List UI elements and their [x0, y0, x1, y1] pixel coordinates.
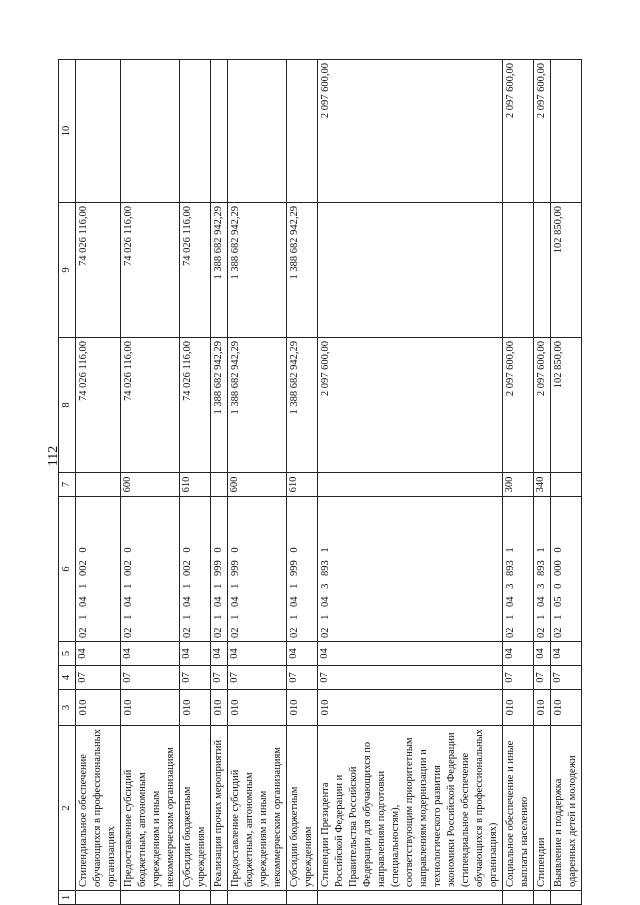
cell-subsection: 04	[551, 642, 582, 666]
table-row	[76, 60, 121, 905]
code-part: 1	[182, 583, 193, 589]
code-part: 0	[289, 547, 300, 553]
cell-section: 07	[211, 666, 228, 690]
cell-section: 07	[287, 666, 318, 690]
cell-name: Предоставление субсидий бюджетным, автономным учреждениям и иным некоммерческим организациям	[228, 726, 287, 891]
cell-amount-total: 74 026 116,00	[180, 338, 211, 473]
cell-name: Реализация прочих мероприятий	[211, 726, 228, 891]
code-part: 0	[78, 547, 89, 553]
cell-col1	[180, 891, 211, 905]
code-part: 1	[289, 614, 300, 620]
cell-amount-regional: 1 388 682 942,29	[287, 203, 318, 338]
cell-col1	[228, 891, 287, 905]
cell-col1	[76, 891, 121, 905]
code-part: 02	[78, 627, 89, 638]
code-part: 1	[536, 547, 547, 553]
table-row	[121, 60, 180, 905]
cell-col1	[534, 891, 551, 905]
code-part: 1	[320, 547, 331, 553]
code-part: 04	[230, 596, 241, 607]
header-cell-6: 6	[59, 497, 76, 642]
cell-amount-federal	[180, 60, 211, 203]
cell-name: Стипендии	[534, 726, 551, 891]
code-part: 02	[505, 627, 516, 638]
code-part: 893	[320, 560, 331, 576]
cell-name: Социальное обеспечение и иные выплаты населению	[503, 726, 534, 891]
cell-expense-type	[211, 473, 228, 497]
table-row	[228, 60, 287, 905]
cell-target-code	[551, 497, 582, 642]
cell-ministry-code: 010	[503, 690, 534, 726]
cell-expense-type: 300	[503, 473, 534, 497]
code-part: 04	[182, 596, 193, 607]
cell-expense-type: 600	[121, 473, 180, 497]
header-cell-3: 3	[59, 690, 76, 726]
cell-subsection: 04	[534, 642, 551, 666]
code-part: 999	[289, 560, 300, 576]
cell-section: 07	[76, 666, 121, 690]
code-part: 1	[505, 547, 516, 553]
code-part: 1	[320, 614, 331, 620]
code-part: 999	[213, 560, 224, 576]
code-part: 04	[289, 596, 300, 607]
cell-subsection: 04	[180, 642, 211, 666]
cell-amount-federal: 2 097 600,00	[534, 60, 551, 203]
code-part: 0	[182, 547, 193, 553]
cell-section: 07	[503, 666, 534, 690]
code-part: 04	[505, 596, 516, 607]
header-row	[59, 60, 76, 905]
cell-target-code	[534, 497, 551, 642]
code-part: 0	[123, 547, 134, 553]
cell-target-code	[287, 497, 318, 642]
header-cell-1: 1	[59, 891, 76, 905]
header-cell-8: 8	[59, 338, 76, 473]
code-part: 04	[213, 596, 224, 607]
cell-amount-total: 2 097 600,00	[503, 338, 534, 473]
cell-name: Стипендиальное обеспечение обучающихся в профессиональных организациях	[76, 726, 121, 891]
code-part: 1	[78, 614, 89, 620]
cell-ministry-code: 010	[287, 690, 318, 726]
cell-ministry-code: 010	[121, 690, 180, 726]
code-part: 002	[78, 560, 89, 576]
cell-section: 07	[121, 666, 180, 690]
code-part: 04	[123, 596, 134, 607]
code-part: 02	[230, 627, 241, 638]
code-part: 1	[213, 583, 224, 589]
table-row	[318, 60, 503, 905]
cell-name: Предоставление субсидий бюджетным, автономным учреждениям и иным некоммерческим организациям	[121, 726, 180, 891]
cell-expense-type: 610	[180, 473, 211, 497]
cell-target-code	[121, 497, 180, 642]
cell-expense-type	[551, 473, 582, 497]
budget-table	[58, 59, 582, 905]
page-number: 112	[46, 445, 62, 467]
code-part: 04	[536, 596, 547, 607]
cell-amount-federal: 2 097 600,00	[318, 60, 503, 203]
cell-amount-regional	[318, 203, 503, 338]
cell-amount-total: 74 026 116,00	[121, 338, 180, 473]
cell-expense-type: 600	[228, 473, 287, 497]
cell-subsection: 04	[228, 642, 287, 666]
code-part: 0	[553, 583, 564, 589]
cell-subsection: 04	[121, 642, 180, 666]
code-part: 1	[78, 583, 89, 589]
cell-subsection: 04	[211, 642, 228, 666]
code-part: 002	[123, 560, 134, 576]
code-part: 3	[536, 583, 547, 589]
cell-col1	[121, 891, 180, 905]
cell-target-code	[228, 497, 287, 642]
header-cell-2: 2	[59, 726, 76, 891]
cell-amount-federal	[76, 60, 121, 203]
cell-subsection: 04	[287, 642, 318, 666]
cell-amount-regional: 102 850,00	[551, 203, 582, 338]
code-part: 1	[123, 583, 134, 589]
cell-target-code	[76, 497, 121, 642]
cell-ministry-code: 010	[76, 690, 121, 726]
cell-expense-type	[318, 473, 503, 497]
cell-amount-total: 1 388 682 942,29	[211, 338, 228, 473]
code-part: 05	[553, 596, 564, 607]
code-part: 0	[230, 547, 241, 553]
code-part: 1	[213, 614, 224, 620]
code-part: 02	[320, 627, 331, 638]
code-part: 1	[123, 614, 134, 620]
cell-target-code	[503, 497, 534, 642]
cell-amount-regional: 1 388 682 942,29	[228, 203, 287, 338]
code-part: 1	[182, 614, 193, 620]
code-part: 0	[213, 547, 224, 553]
cell-amount-federal: 2 097 600,00	[503, 60, 534, 203]
cell-ministry-code: 010	[551, 690, 582, 726]
scanned-page	[58, 60, 640, 901]
cell-amount-federal	[228, 60, 287, 203]
code-part: 3	[505, 583, 516, 589]
code-part: 02	[536, 627, 547, 638]
cell-ministry-code: 010	[228, 690, 287, 726]
code-part: 02	[213, 627, 224, 638]
cell-expense-type: 340	[534, 473, 551, 497]
cell-amount-total: 2 097 600,00	[318, 338, 503, 473]
rotated-table-container	[58, 60, 578, 905]
code-part: 1	[553, 614, 564, 620]
cell-amount-regional: 1 388 682 942,29	[211, 203, 228, 338]
table-row	[287, 60, 318, 905]
cell-col1	[318, 891, 503, 905]
code-part: 1	[230, 614, 241, 620]
cell-ministry-code: 010	[534, 690, 551, 726]
cell-ministry-code: 010	[211, 690, 228, 726]
cell-col1	[551, 891, 582, 905]
header-cell-7: 7	[59, 473, 76, 497]
code-part: 1	[230, 583, 241, 589]
cell-amount-federal	[211, 60, 228, 203]
cell-amount-total: 102 850,00	[551, 338, 582, 473]
cell-subsection: 04	[318, 642, 503, 666]
code-part: 0	[553, 547, 564, 553]
header-cell-4: 4	[59, 666, 76, 690]
cell-amount-total: 74 026 116,00	[76, 338, 121, 473]
code-part: 000	[553, 560, 564, 576]
code-part: 3	[320, 583, 331, 589]
cell-amount-federal	[121, 60, 180, 203]
code-part: 04	[78, 596, 89, 607]
table-row	[534, 60, 551, 905]
code-part: 02	[182, 627, 193, 638]
cell-target-code	[318, 497, 503, 642]
code-part: 02	[289, 627, 300, 638]
cell-ministry-code: 010	[318, 690, 503, 726]
code-part: 1	[536, 614, 547, 620]
code-part: 002	[182, 560, 193, 576]
cell-target-code	[180, 497, 211, 642]
table-row	[211, 60, 228, 905]
cell-target-code	[211, 497, 228, 642]
cell-amount-regional: 74 026 116,00	[76, 203, 121, 338]
cell-name: Стипендии Президента Российской Федерации и Правительства Российской Федерации для обучающихся по направлениям подготовки (специальностям), соответствующим приоритетным направлениям модернизации и технологического развития экономики Российской Федерации (стипендиальное обеспечение обучающихся в профессиональных организациях)	[318, 726, 503, 891]
code-part: 1	[289, 583, 300, 589]
code-part: 1	[505, 614, 516, 620]
code-part: 02	[553, 627, 564, 638]
cell-amount-regional	[534, 203, 551, 338]
header-cell-5: 5	[59, 642, 76, 666]
code-part: 893	[505, 560, 516, 576]
cell-amount-total: 1 388 682 942,29	[228, 338, 287, 473]
table-row	[503, 60, 534, 905]
cell-name: Выявление и поддержка одаренных детей и молодежи	[551, 726, 582, 891]
cell-expense-type	[76, 473, 121, 497]
table-row	[551, 60, 582, 905]
cell-ministry-code: 010	[180, 690, 211, 726]
cell-amount-total: 1 388 682 942,29	[287, 338, 318, 473]
code-part: 999	[230, 560, 241, 576]
header-cell-10: 10	[59, 60, 76, 203]
cell-section: 07	[551, 666, 582, 690]
cell-subsection: 04	[503, 642, 534, 666]
cell-amount-regional: 74 026 116,00	[180, 203, 211, 338]
cell-col1	[503, 891, 534, 905]
cell-amount-federal	[287, 60, 318, 203]
cell-col1	[287, 891, 318, 905]
cell-name: Субсидии бюджетным учреждениям	[180, 726, 211, 891]
cell-amount-total: 2 097 600,00	[534, 338, 551, 473]
cell-amount-federal	[551, 60, 582, 203]
cell-col1	[211, 891, 228, 905]
cell-section: 07	[534, 666, 551, 690]
table-row	[180, 60, 211, 905]
cell-subsection: 04	[76, 642, 121, 666]
code-part: 04	[320, 596, 331, 607]
cell-section: 07	[228, 666, 287, 690]
cell-name: Субсидии бюджетным учреждениям	[287, 726, 318, 891]
cell-amount-regional	[503, 203, 534, 338]
header-cell-9: 9	[59, 203, 76, 338]
code-part: 02	[123, 627, 134, 638]
code-part: 893	[536, 560, 547, 576]
cell-amount-regional: 74 026 116,00	[121, 203, 180, 338]
cell-section: 07	[180, 666, 211, 690]
cell-expense-type: 610	[287, 473, 318, 497]
cell-section: 07	[318, 666, 503, 690]
